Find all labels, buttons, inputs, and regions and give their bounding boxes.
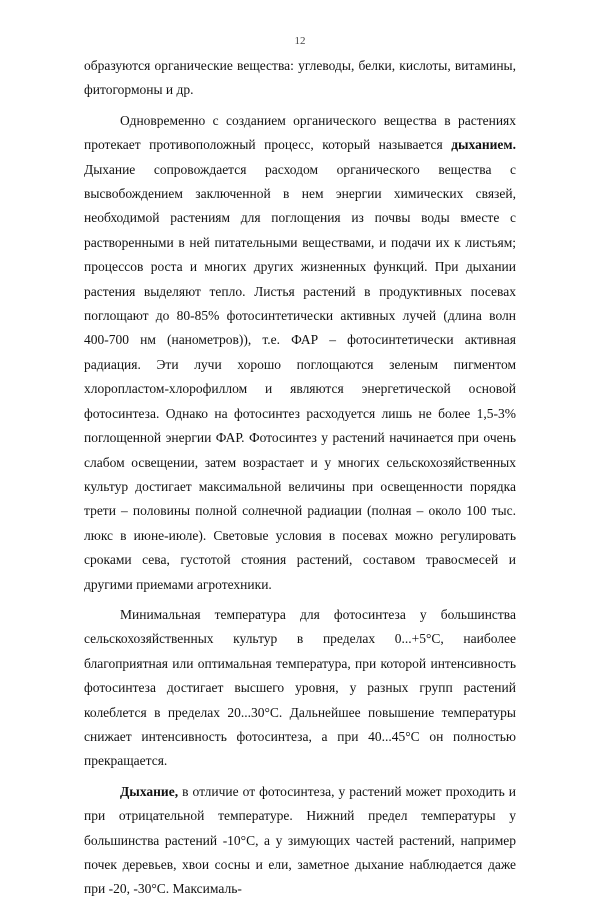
paragraph-2-text-a: Одновременно с созданием органического вещества в растениях протекает противоположный процесс, который называется [84, 112, 516, 153]
paragraph-2-text-b: Дыхание сопровождается расходом органического вещества с высвобождением заключенной в нем энергии химических связей, необходимой растениям для поглощения из почвы воды вместе с растворенными в ней питательными веществами, и подачи их к листьям; процессов роста и многих других жизненных функций. При дыхании растения выделяют тепло. Листья растений в продуктивных посевах поглощают до 80-85% фотосинтетически активных лучей (длина волн 400-700 нм (нанометров)), т.е. ФАР – фотосинтетически активная радиация. Эти лучи хорошо поглощаются зеленым пигментом хлоропластом-хлорофиллом и являются энергетической основой фотосинтеза. Однако на фотосинтез расходуется лишь не более 1,5-3% поглощенной энергии ФАР. Фотосинтез у растений начинается при очень слабом освещении, затем возрастает и у многих сельскохозяйственных культур достигает максимальной величины при освещенности порядка трети – половины полной солнечной радиации (полная – около 100 тыс. люкс в июне-июле). Световые условия в посевах можно регулировать сроками сева, густотой стояния растений, составом травосмесей и другими приемами агротехники. [84, 161, 516, 592]
paragraph-4 [84, 780, 516, 902]
page-number: 12 [294, 35, 306, 47]
paragraph-4-text: в отличие от фотосинтеза, у растений может проходить и при отрицательной температуре. Нижний предел температуры у большинства растений -10°С, а у зимующих частей растений, например почек деревьев, хвои сосны и ели, заметное дыхание наблюдается даже при -20, -30°С. Максималь- [84, 783, 516, 897]
paragraph-1: образуются органические вещества: углеводы, белки, кислоты, витамины, фитогормоны и др. [84, 58, 516, 98]
paragraph-2 [84, 109, 516, 597]
term-dykhanie: Дыхание, [120, 783, 179, 799]
term-dykhaniem: дыханием. [451, 137, 516, 153]
page-body [84, 54, 516, 902]
paragraph-3: Минимальная температура для фотосинтеза у большинства сельскохозяйственных культур в пределах 0...+5°С, наиболее благоприятная или оптимальная температура, при которой интенсивность фотосинтеза достигает высшего уровня, у разных групп растений колеблется в пределах 20...30°С. Дальнейшее повышение температуры снижает интенсивность фотосинтеза, а при 40...45°С он полностью прекращается. [84, 606, 516, 769]
